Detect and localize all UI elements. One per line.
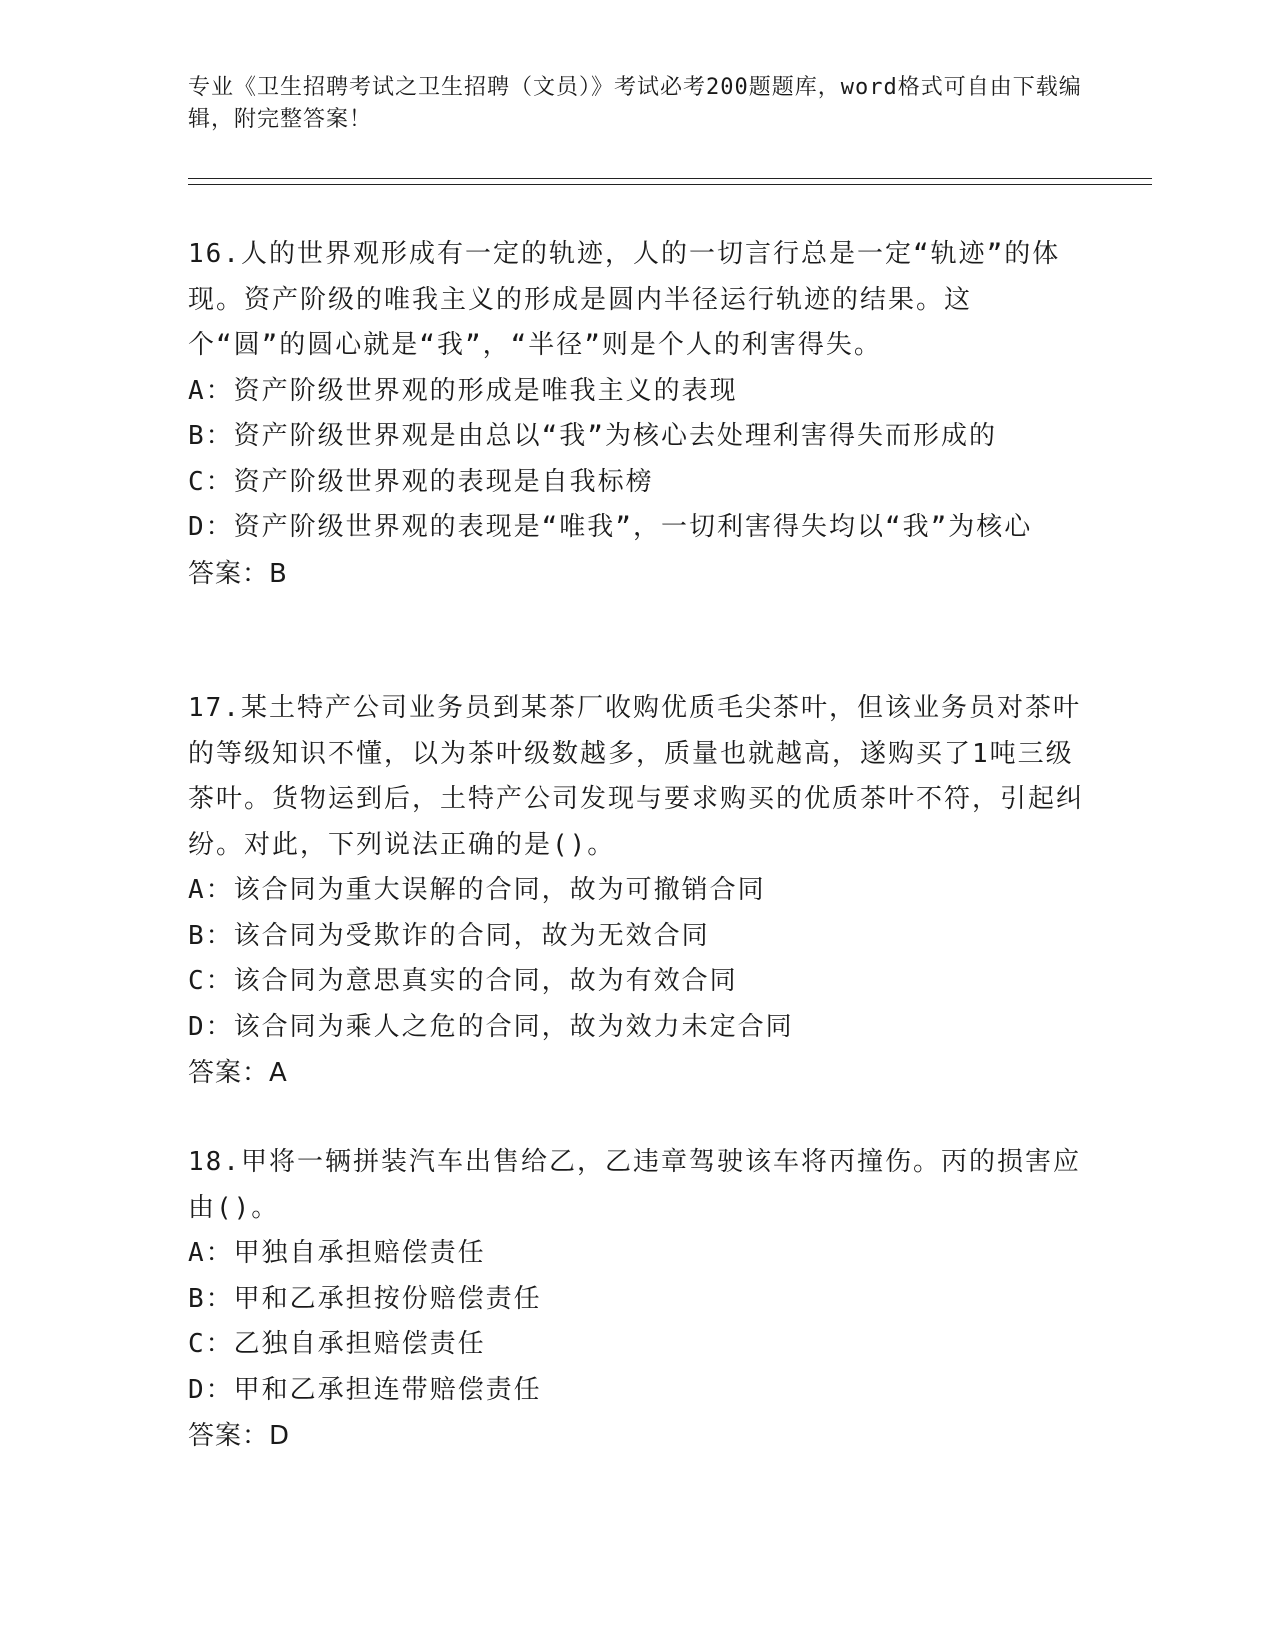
question-stem: 16.人的世界观形成有一定的轨迹，人的一切言行总是一定“轨迹”的体现。资产阶级的唯我主义的形成是圆内半径运行轨迹的结果。这个“圆”的圆心就是“我”，“半径”则是个人的利害得失。	[188, 239, 1061, 360]
question-18	[188, 1140, 1088, 1459]
option-a: A：该合同为重大误解的合同，故为可撤销合同	[188, 875, 766, 905]
option-a: A：甲独自承担赔偿责任	[188, 1238, 486, 1268]
option-c: C：资产阶级世界观的表现是自我标榜	[188, 466, 654, 497]
answer-line: 答案：D	[188, 1421, 291, 1451]
question-stem: 17.某土特产公司业务员到某茶厂收购优质毛尖茶叶，但该业务员对茶叶的等级知识不懂，以为茶叶级数越多，质量也就越高，遂购买了1吨三级茶叶。货物运到后，土特产公司发现与要求购买的优质茶叶不符，引起纠纷。对此，下列说法正确的是()。	[188, 693, 1085, 860]
option-d: D：该合同为乘人之危的合同，故为效力未定合同	[188, 1011, 794, 1042]
question-16	[188, 232, 1088, 597]
option-d: D：甲和乙承担连带赔偿责任	[188, 1374, 542, 1405]
header-divider-top	[188, 178, 1152, 179]
option-b: B：资产阶级世界观是由总以“我”为核心去处理利害得失而形成的	[188, 421, 997, 451]
question-17	[188, 686, 1088, 1096]
option-c: C：乙独自承担赔偿责任	[188, 1329, 486, 1359]
answer-line: 答案：A	[188, 1058, 288, 1088]
question-stem: 18.甲将一辆拼装汽车出售给乙，乙违章驾驶该车将丙撞伤。丙的损害应由()。	[188, 1147, 1081, 1223]
header-divider-bottom	[188, 184, 1152, 185]
option-c: C：该合同为意思真实的合同，故为有效合同	[188, 966, 738, 996]
option-b: B：该合同为受欺诈的合同，故为无效合同	[188, 920, 710, 951]
answer-line: 答案：B	[188, 558, 288, 589]
option-d: D：资产阶级世界观的表现是“唯我”，一切利害得失均以“我”为核心	[188, 512, 1033, 542]
option-a: A：资产阶级世界观的形成是唯我主义的表现	[188, 375, 738, 406]
option-b: B：甲和乙承担按份赔偿责任	[188, 1283, 542, 1314]
document-header: 专业《卫生招聘考试之卫生招聘（文员）》考试必考200题题库，word格式可自由下载编辑，附完整答案！	[188, 75, 1082, 132]
